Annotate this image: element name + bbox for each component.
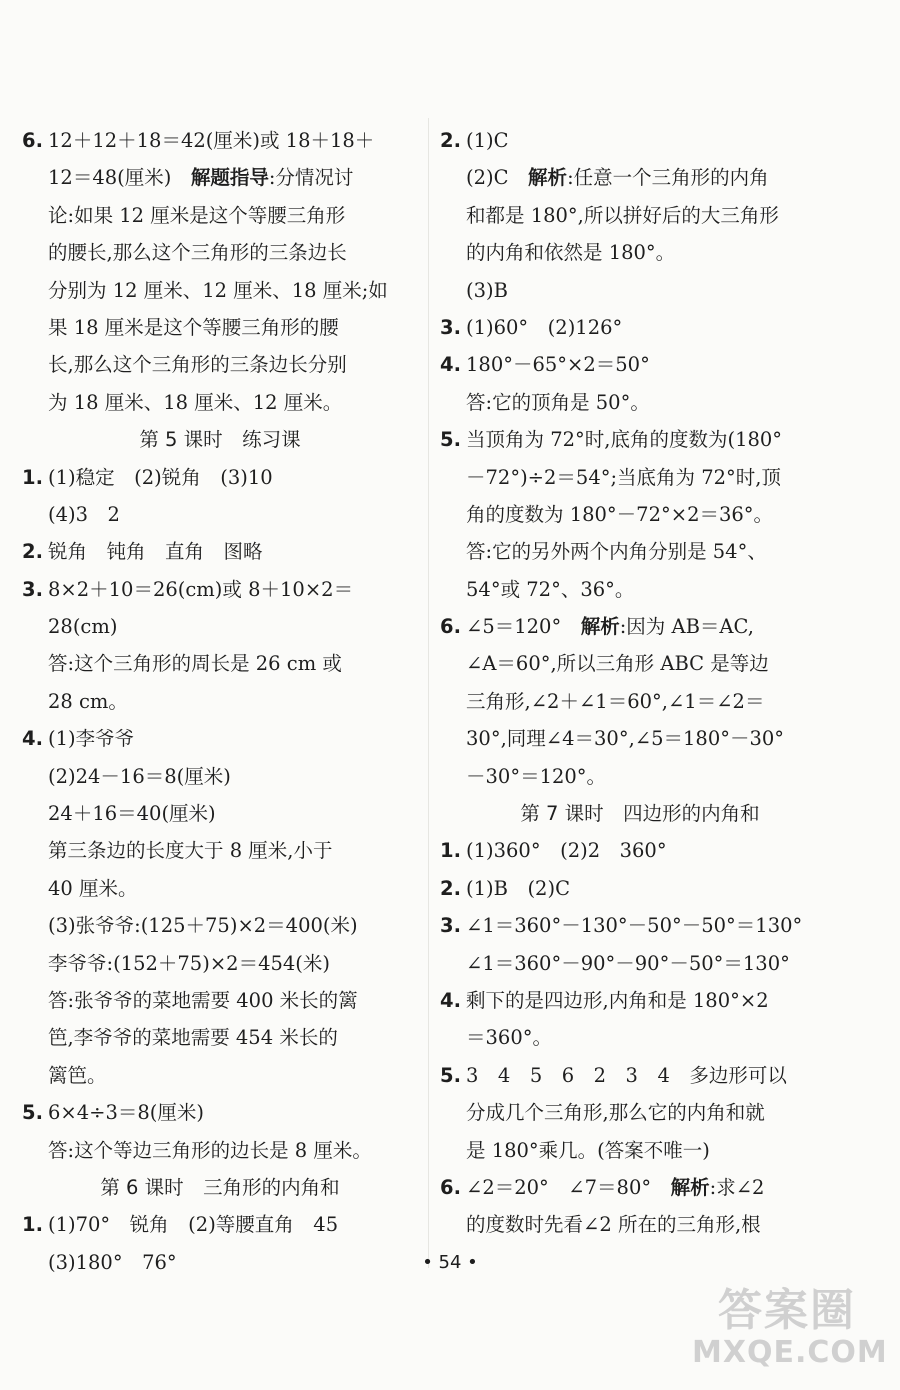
item-number: 3. xyxy=(440,315,461,339)
text-segment: 的腰长,那么这个三角形的三条边长 xyxy=(48,241,347,265)
text-segment: 8×2＋10＝26(cm)或 8＋10×2＝ xyxy=(48,577,354,601)
answer-item xyxy=(22,720,418,757)
answer-line xyxy=(22,870,418,907)
text-segment: 第 7 课时 四边形的内角和 xyxy=(520,802,760,826)
text-segment: ∠A＝60°,所以三角形 ABC 是等边 xyxy=(466,652,769,676)
answer-item xyxy=(440,608,840,645)
text-segment: 54°或 72°、36°。 xyxy=(466,577,635,601)
answer-line xyxy=(22,1132,418,1169)
text-segment: 的度数时先看∠2 所在的三角形,根 xyxy=(466,1213,761,1237)
text-segment: (3)180° 76° xyxy=(48,1250,177,1274)
bold-label: 解析 xyxy=(670,1175,710,1199)
answer-item xyxy=(440,421,840,458)
text-segment: (1)60° (2)126° xyxy=(466,315,623,339)
answer-line xyxy=(440,533,840,570)
item-number: 4. xyxy=(440,353,461,377)
text-segment: 笆,李爷爷的菜地需要 454 米长的 xyxy=(48,1026,338,1050)
answer-line xyxy=(440,384,840,421)
answer-line xyxy=(22,608,418,645)
item-number: 5. xyxy=(440,428,461,452)
answer-line xyxy=(440,571,840,608)
text-segment: 论:如果 12 厘米是这个等腰三角形 xyxy=(48,203,346,227)
text-segment: 180°－65°×2＝50° xyxy=(466,353,650,377)
text-segment: 答:这个等边三角形的边长是 8 厘米。 xyxy=(48,1138,372,1162)
text-segment: 28(cm) xyxy=(48,615,118,639)
text-segment: －72°)÷2＝54°;当底角为 72°时,顶 xyxy=(466,465,782,489)
answer-line xyxy=(440,945,840,982)
text-segment: ∠5＝120° xyxy=(466,615,581,639)
answer-line xyxy=(22,795,418,832)
text-segment: 长,那么这个三角形的三条边长分别 xyxy=(48,353,347,377)
text-segment: (1)李爷爷 xyxy=(48,727,135,751)
answer-line xyxy=(22,234,418,271)
answer-item xyxy=(22,122,418,159)
text-segment: :任意一个三角形的内角 xyxy=(567,166,769,190)
text-segment: 第三条边的长度大于 8 厘米,小于 xyxy=(48,839,333,863)
answer-line xyxy=(22,758,418,795)
bold-label: 解题指导 xyxy=(190,166,269,190)
watermark-logo xyxy=(692,1285,888,1370)
answer-item xyxy=(22,1206,418,1243)
item-number: 6. xyxy=(22,129,43,152)
answer-item xyxy=(440,1169,840,1206)
answer-line xyxy=(22,832,418,869)
column-divider xyxy=(428,118,429,1268)
text-segment: ＝360°。 xyxy=(466,1026,552,1050)
right-column xyxy=(440,122,840,1244)
answer-line xyxy=(22,945,418,982)
watermark-text-bottom: MXQE.COM xyxy=(692,1335,888,1370)
answer-line xyxy=(440,1019,840,1056)
answer-item xyxy=(440,122,840,159)
bold-label: 解析 xyxy=(580,615,620,639)
answer-item xyxy=(440,1057,840,1094)
answer-line xyxy=(22,1057,418,1094)
text-segment: ∠1＝360°－90°－90°－50°＝130° xyxy=(466,951,790,975)
item-number: 6. xyxy=(440,615,461,639)
answer-item xyxy=(22,1094,418,1131)
answer-line xyxy=(22,907,418,944)
answer-line xyxy=(440,645,840,682)
text-segment: (2)C xyxy=(466,166,529,190)
section-heading xyxy=(22,1169,418,1206)
text-segment: (1)B (2)C xyxy=(466,876,570,900)
text-segment: 剩下的是四边形,内角和是 180°×2 xyxy=(466,988,769,1012)
text-segment: －30°＝120°。 xyxy=(466,764,607,788)
text-segment: (2)24－16＝8(厘米) xyxy=(48,764,231,788)
text-segment: 3 4 5 6 2 3 4 多边形可以 xyxy=(466,1063,787,1087)
text-segment: (1)360° (2)2 360° xyxy=(466,839,667,863)
text-segment: 第 6 课时 三角形的内角和 xyxy=(100,1175,340,1199)
text-segment: 三角形,∠2＋∠1＝60°,∠1＝∠2＝ xyxy=(466,689,765,713)
item-number: 2. xyxy=(22,540,43,564)
page-number: • 54 • xyxy=(422,1252,478,1273)
answer-line xyxy=(440,758,840,795)
text-segment: (1)稳定 (2)锐角 (3)10 xyxy=(48,465,273,489)
item-number: 6. xyxy=(440,1175,461,1199)
answer-line xyxy=(22,1019,418,1056)
answer-item xyxy=(440,346,840,383)
watermark-text-top: 答案圈 xyxy=(718,1285,856,1336)
answer-line xyxy=(440,720,840,757)
text-segment: 锐角 钝角 直角 图略 xyxy=(48,540,263,564)
item-number: 1. xyxy=(22,465,43,489)
text-segment: :分情况讨 xyxy=(268,166,354,190)
answer-line xyxy=(440,1206,840,1243)
text-segment: 为 18 厘米、18 厘米、12 厘米。 xyxy=(48,390,343,414)
text-segment: 答:它的顶角是 50°。 xyxy=(466,390,650,414)
item-number: 4. xyxy=(440,988,461,1012)
bold-label: 解析 xyxy=(528,166,568,190)
answer-item xyxy=(440,907,840,944)
text-segment: 答:它的另外两个内角分别是 54°、 xyxy=(466,540,767,564)
answer-line xyxy=(22,159,418,196)
answer-line xyxy=(22,645,418,682)
item-number: 1. xyxy=(22,1213,43,1237)
answer-line xyxy=(440,1132,840,1169)
item-number: 1. xyxy=(440,839,461,863)
answer-item xyxy=(22,571,418,608)
answer-item xyxy=(440,982,840,1019)
item-number: 5. xyxy=(22,1101,43,1125)
text-segment: 分成几个三角形,那么它的内角和就 xyxy=(466,1101,765,1125)
answer-line xyxy=(22,982,418,1019)
item-number: 3. xyxy=(22,577,43,601)
text-segment: (3)B xyxy=(466,278,508,302)
answer-item xyxy=(440,309,840,346)
text-segment: :求∠2 xyxy=(709,1175,765,1199)
answer-line xyxy=(440,683,840,720)
text-segment: 6×4÷3＝8(厘米) xyxy=(48,1101,205,1125)
text-segment: 分别为 12 厘米、12 厘米、18 厘米;如 xyxy=(48,278,388,302)
section-heading xyxy=(440,795,840,832)
left-column xyxy=(22,122,418,1281)
item-number: 5. xyxy=(440,1063,461,1087)
text-segment: 28 cm。 xyxy=(48,689,128,713)
answer-line xyxy=(22,496,418,533)
text-segment: ∠2＝20° ∠7＝80° xyxy=(466,1175,671,1199)
text-segment: 李爷爷:(152＋75)×2＝454(米) xyxy=(48,951,330,975)
answer-line xyxy=(440,197,840,234)
answer-item xyxy=(22,459,418,496)
answer-line xyxy=(22,346,418,383)
item-number: 4. xyxy=(22,727,43,751)
answer-line xyxy=(440,496,840,533)
answer-line xyxy=(440,459,840,496)
text-segment: (1)C xyxy=(466,129,509,152)
answer-item xyxy=(440,832,840,869)
answer-line xyxy=(440,159,840,196)
text-segment: 的内角和依然是 180°。 xyxy=(466,241,676,265)
answer-line xyxy=(440,234,840,271)
text-segment: 篱笆。 xyxy=(48,1063,107,1087)
text-segment: 答:张爷爷的菜地需要 400 米长的篱 xyxy=(48,988,358,1012)
text-segment: 果 18 厘米是这个等腰三角形的腰 xyxy=(48,315,339,339)
text-segment: (4)3 2 xyxy=(48,502,120,526)
text-segment: 是 180°乘几。(答案不唯一) xyxy=(466,1138,710,1162)
section-heading xyxy=(22,421,418,458)
item-number: 2. xyxy=(440,876,461,900)
item-number: 3. xyxy=(440,914,461,938)
text-segment: 12＋12＋18＝42(厘米)或 18＋18＋ xyxy=(48,129,375,152)
answer-line xyxy=(440,272,840,309)
answer-item xyxy=(22,533,418,570)
text-segment: 答:这个三角形的周长是 26 cm 或 xyxy=(48,652,342,676)
answer-line xyxy=(22,309,418,346)
text-segment: 30°,同理∠4＝30°,∠5＝180°－30° xyxy=(466,727,785,751)
answer-line xyxy=(22,683,418,720)
text-segment: 和都是 180°,所以拼好后的大三角形 xyxy=(466,203,779,227)
text-segment: 40 厘米。 xyxy=(48,876,138,900)
answer-line xyxy=(440,1094,840,1131)
text-segment: 12＝48(厘米) xyxy=(48,166,191,190)
text-segment: 当顶角为 72°时,底角的度数为(180° xyxy=(466,428,783,452)
text-segment: :因为 AB＝AC, xyxy=(619,615,754,639)
text-segment: 第 5 课时 练习课 xyxy=(139,428,301,452)
answer-item xyxy=(440,870,840,907)
text-segment: 24＋16＝40(厘米) xyxy=(48,802,216,826)
text-segment: ∠1＝360°－130°－50°－50°＝130° xyxy=(466,914,803,938)
answer-line xyxy=(22,272,418,309)
text-segment: (3)张爷爷:(125＋75)×2＝400(米) xyxy=(48,914,358,938)
text-segment: 角的度数为 180°－72°×2＝36°。 xyxy=(466,502,774,526)
item-number: 2. xyxy=(440,129,461,152)
answer-line xyxy=(22,384,418,421)
answer-line xyxy=(22,197,418,234)
text-segment: (1)70° 锐角 (2)等腰直角 45 xyxy=(48,1213,339,1237)
